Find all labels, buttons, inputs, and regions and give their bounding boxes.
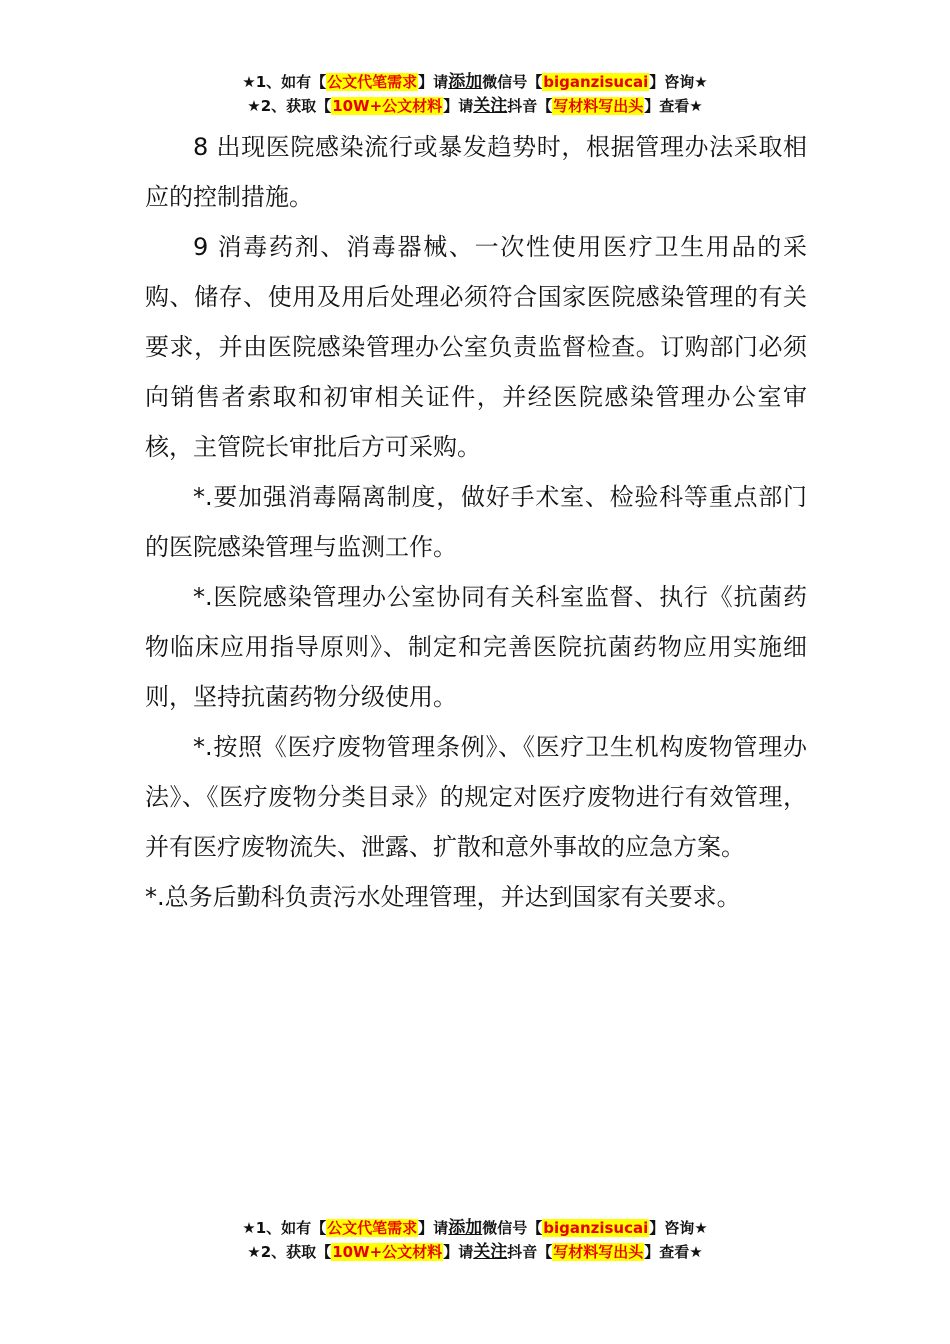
banner-text: 】咨询★ [649,1219,708,1237]
paragraph-9: 9 消毒药剂、消毒器械、一次性使用医疗卫生用品的采购、储存、使用及用后处理必须符合国家医院感染管理的有关要求，并由医院感染管理办公室负责监督检查。订购部门必须向销售者索取和初审相关证件，并经医院感染管理办公室审核，主管院长审批后方可采购。 [145,233,807,461]
banner-text: 】请 [418,1219,449,1237]
banner-emphasis: 关注 [473,1242,508,1262]
banner-line-1 [0,1216,950,1240]
banner-text: ★1、如有【 [242,1219,327,1237]
banner-text: 】查看★ [644,97,703,115]
paragraph-8: 8 出现医院感染流行或暴发趋势时，根据管理办法采取相应的控制措施。 [145,133,807,211]
banner-text: 】请 [443,97,474,115]
banner-text: ★1、如有【 [242,73,327,91]
banner-text: ★2、获取【 [247,97,332,115]
banner-text: ★2、获取【 [247,1243,332,1261]
footer-banner [0,1216,950,1264]
banner-line-2 [0,1240,950,1264]
paragraph-sewage: *.总务后勤科负责污水处理管理，并达到国家有关要求。 [145,883,741,911]
banner-highlight: 10W+公文材料 [332,97,443,115]
banner-text: 】查看★ [644,1243,703,1261]
paragraph-antibiotics: *.医院感染管理办公室协同有关科室监督、执行《抗菌药物临床应用指导原则》、制定和完善医院抗菌药物应用实施细则，坚持抗菌药物分级使用。 [145,583,807,711]
header-banner [0,70,950,118]
document-body [145,122,807,922]
paragraph-disinfection: *.要加强消毒隔离制度，做好手术室、检验科等重点部门的医院感染管理与监测工作。 [145,483,807,561]
banner-text: 】请 [418,73,449,91]
banner-emphasis: 添加 [448,72,483,92]
banner-text: 微信号【 [482,1219,543,1237]
banner-highlight: 10W+公文材料 [332,1243,443,1261]
paragraph-medical-waste: *.按照《医疗废物管理条例》、《医疗卫生机构废物管理办法》、《医疗废物分类目录》的规定对医疗废物进行有效管理，并有医疗废物流失、泄露、扩散和意外事故的应急方案。 [145,733,807,861]
banner-emphasis: 关注 [473,96,508,116]
banner-text: 抖音【 [507,1243,553,1261]
banner-text: 抖音【 [507,97,553,115]
banner-highlight: biganzisucai [543,1219,649,1237]
banner-highlight: 写材料写出头 [553,1243,644,1261]
banner-highlight: 公文代笔需求 [327,73,418,91]
banner-emphasis: 添加 [448,1218,483,1238]
banner-line-1 [0,70,950,94]
banner-highlight: 写材料写出头 [553,97,644,115]
banner-text: 】咨询★ [649,73,708,91]
banner-text: 】请 [443,1243,474,1261]
banner-text: 微信号【 [482,73,543,91]
banner-highlight: 公文代笔需求 [327,1219,418,1237]
banner-line-2 [0,94,950,118]
banner-highlight: biganzisucai [543,73,649,91]
